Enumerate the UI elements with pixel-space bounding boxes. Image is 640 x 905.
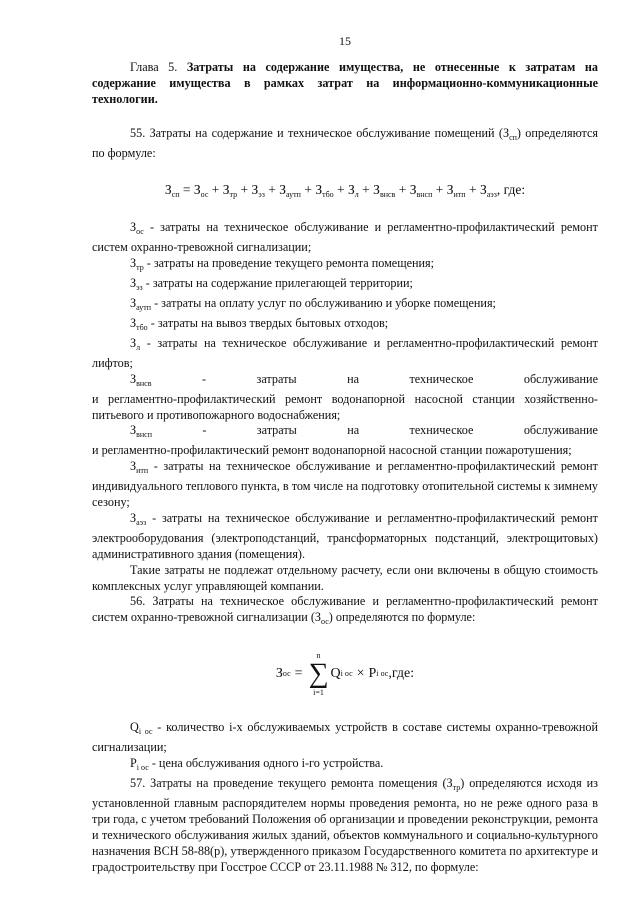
definition-itp: $З_{итп}$ - затраты на техническое обслуживание и регламентно-профилактический ремонт индивидуального теплового пункта, в том числе на подготовку отопительной системы к зимнему сезону;: [92, 459, 598, 510]
definition-vnsv-rest: и регламентно-профилактический ремонт водонапорной насосной станции хозяйственно-питьевого и противопожарного водоснабжения;: [92, 391, 598, 422]
paragraph-55: 55. Затраты на содержание и техническое обслуживание помещений $(З_{сп})$ определяются по формуле:: [92, 125, 599, 160]
definition-q: $Q_{i ос}$ - количество i-х обслуживаемых устройств в составе системы охранно-тревожной сигнализации;: [92, 720, 598, 755]
formula-zos: З ос = n ∑ i=1 Q i ос × P i ос ,где:: [275, 651, 415, 698]
definition-item: $З_{аутп}$ - затраты на оплату услуг по обслуживанию и уборке помещения;: [130, 296, 496, 313]
formula-term: $З_{аутп}$: [279, 181, 301, 199]
formula-term: $З_{ос}$: [193, 181, 209, 199]
definition-vnsv-line1: $З_{внсв}$ - затраты на техническое обслуживание: [130, 371, 598, 388]
chapter-title: Затраты на содержание имущества, не отнесенные к затратам на содержание имущества в рамках затрат на информационно-коммуникационные технологии.: [92, 60, 598, 106]
definition-item: $З_{эз}$ - затраты на содержание прилегающей территории;: [130, 276, 413, 293]
definition-item: $З_{тр}$ - затраты на проведение текущего ремонта помещения;: [130, 256, 435, 273]
definitions-list: [92, 220, 598, 371]
paragraph-57: 57. Затраты на проведение текущего ремонта помещения $(З_{тр})$ определяются исходя из установленной главным распорядителем нормы проведения ремонта, но не реже одного раза в три года, с учетом требований Положения об организации и проведении реконструкции, ремонта и технического обслуживания жилых зданий, объектов коммунального и социально-культурного назначения ВСН 58-88(р), утвержденного приказом Государственного комитета по архитектуре и градостроительству при Госстрое СССР от 23.11.1988 № 312, по формуле:: [92, 776, 598, 874]
formula-term: $З_л$: [348, 181, 359, 199]
definition-item: $З_{ос}$ - затраты на техническое обслуживание и регламентно-профилактический ремонт систем охранно-тревожной сигнализации;: [92, 220, 598, 255]
formula-term: $З_{тр}$: [222, 181, 238, 199]
formula-term: $З_{внсп}$: [409, 181, 433, 199]
formula-term: $З_{эз}$: [251, 181, 265, 199]
formula-terms: $З_{ос} + З_{тр} + З_{эз} + З_{аутп} + З_{тбо} + З_л + З_{внсв} + З_{внсп} + З_{итп} + З_{аэз}$: [193, 181, 497, 199]
definition-vnsp: [92, 423, 598, 459]
definition-item: $З_л$ - затраты на техническое обслуживание и регламентно-профилактический ремонт лифтов;: [92, 335, 598, 370]
formula-zsp: $З_{сп} = З_{ос} + З_{тр} + З_{эз} + З_{аутп} + З_{тбо} + З_л + З_{внсв} + З_{внсп} + З_{итп} + З_{аэз}$, где:: [164, 181, 526, 199]
definition-item: $З_{тбо}$ - затраты на вывоз твердых бытовых отходов;: [130, 315, 389, 332]
chapter-prefix: Глава 5.: [130, 60, 187, 74]
definition-vnsp-rest: и регламентно-профилактический ремонт водонапорной насосной станции пожаротушения;: [92, 443, 572, 458]
definition-aez: $З_{аэз}$ - затраты на техническое обслуживание и регламентно-профилактический ремонт электрооборудования (электроподстанций, трансформаторных подстанций, электрощитовых) административного здания (помещения).: [92, 510, 598, 561]
note-paragraph: Такие затраты не подлежат отдельному расчету, если они включены в общую стоимость комплексных услуг управляющей компании.: [92, 562, 598, 593]
formula-term: $З_{внсв}$: [373, 181, 396, 199]
chapter-heading: [92, 60, 598, 108]
definition-vnsp-line1: $З_{внсп}$ - затраты на техническое обслуживание: [130, 423, 598, 440]
definition-vnsv: [92, 372, 598, 424]
formula-term: $З_{итп}$: [446, 181, 466, 199]
formula-term: $З_{тбо}$: [315, 181, 334, 199]
definition-p: $P_{i ос}$ - цена обслуживания одного i-го устройства.: [130, 756, 384, 773]
page-number: 15: [339, 34, 351, 48]
paragraph-56: 56. Затраты на техническое обслуживание и регламентно-профилактический ремонт систем охранно-тревожной сигнализации $(З_{ос})$ определяются по формуле:: [92, 594, 598, 627]
formula-term: $З_{аэз}$: [479, 181, 497, 199]
sum-symbol: n ∑ i=1: [308, 651, 329, 698]
